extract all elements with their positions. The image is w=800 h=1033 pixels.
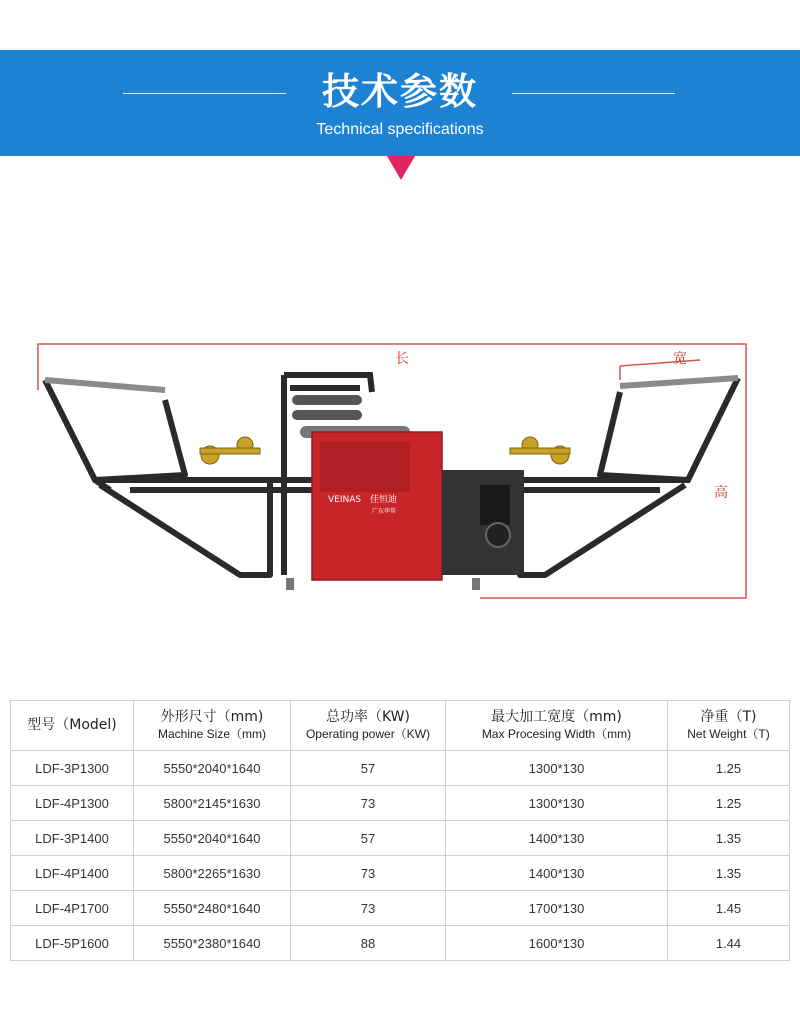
cell-width: 1300*130	[446, 786, 668, 821]
header-model: 型号（Model)	[11, 701, 134, 751]
page-title: 技术参数	[322, 70, 478, 113]
spec-table	[10, 700, 790, 961]
brand-sub-label: 广东华帮	[372, 508, 397, 515]
cell-weight: 1.25	[668, 786, 790, 821]
table-row	[11, 821, 790, 856]
left-arm	[45, 380, 320, 575]
cell-power: 73	[291, 856, 446, 891]
down-arrow-icon	[387, 156, 415, 180]
table-row	[11, 856, 790, 891]
cell-weight: 1.45	[668, 891, 790, 926]
cell-model: LDF-4P1300	[11, 786, 134, 821]
cell-model: LDF-3P1300	[11, 751, 134, 786]
cell-model: LDF-5P1600	[11, 926, 134, 961]
cell-model: LDF-3P1400	[11, 821, 134, 856]
table-row	[11, 786, 790, 821]
table-row	[11, 891, 790, 926]
cell-power: 73	[291, 891, 446, 926]
page-subtitle: Technical specifications	[316, 121, 484, 138]
cell-size: 5800*2265*1630	[134, 856, 291, 891]
motor-housing	[442, 470, 524, 575]
dim-length-label: 长	[395, 351, 409, 367]
brand-zh-label: 佳恒迪	[370, 495, 398, 505]
cell-size: 5550*2480*1640	[134, 891, 291, 926]
table-header-row	[11, 701, 790, 751]
cell-weight: 1.25	[668, 751, 790, 786]
cell-size: 5800*2145*1630	[134, 786, 291, 821]
cell-model: LDF-4P1700	[11, 891, 134, 926]
table-row	[11, 751, 790, 786]
cell-width: 1400*130	[446, 856, 668, 891]
cell-power: 73	[291, 786, 446, 821]
header-weight: 净重（T) Net Weight（T)	[668, 701, 790, 751]
main-body	[312, 432, 442, 580]
cell-width: 1700*130	[446, 891, 668, 926]
machine-illustration	[0, 330, 800, 610]
machine-drawing	[0, 330, 800, 610]
header-width: 最大加工宽度（mm) Max Procesing Width（mm)	[446, 701, 668, 751]
header-size: 外形尺寸（mm) Machine Size（mm)	[134, 701, 291, 751]
cell-width: 1400*130	[446, 821, 668, 856]
header-power: 总功率（KW) Operating power（KW)	[291, 701, 446, 751]
cell-size: 5550*2380*1640	[134, 926, 291, 961]
cell-width: 1300*130	[446, 751, 668, 786]
cell-power: 57	[291, 751, 446, 786]
cell-size: 5550*2040*1640	[134, 821, 291, 856]
brand-label: VEINAS	[328, 495, 362, 505]
dim-height-label: 高	[714, 485, 728, 501]
cell-weight: 1.44	[668, 926, 790, 961]
cell-width: 1600*130	[446, 926, 668, 961]
table-row	[11, 926, 790, 961]
cell-model: LDF-4P1400	[11, 856, 134, 891]
cell-size: 5550*2040*1640	[134, 751, 291, 786]
cell-weight: 1.35	[668, 856, 790, 891]
dim-width-label: 宽	[673, 351, 687, 367]
cell-power: 88	[291, 926, 446, 961]
cell-power: 57	[291, 821, 446, 856]
cell-weight: 1.35	[668, 821, 790, 856]
